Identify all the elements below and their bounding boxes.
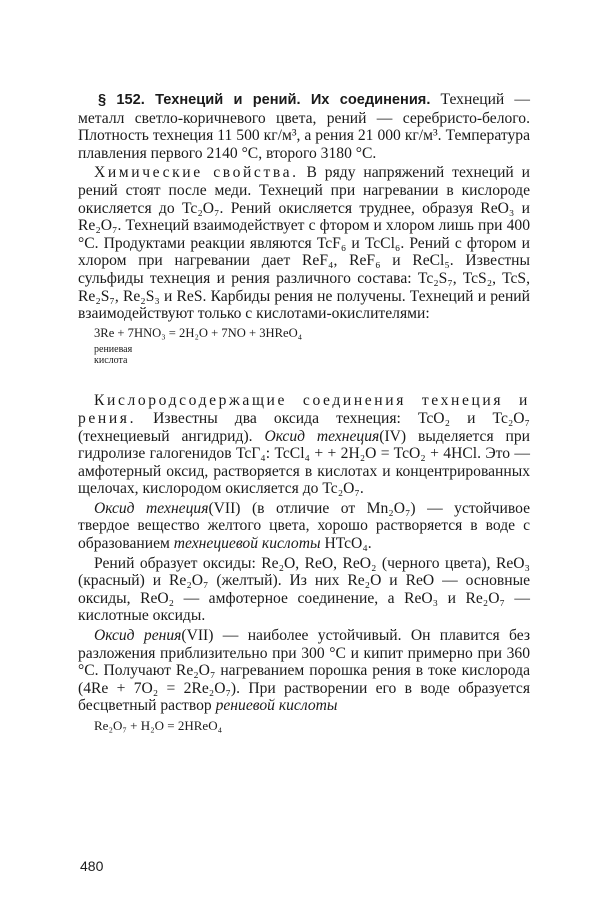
oxygen-compounds-text-2: (IV) выделяется при гидролизе галогенидов TcГ₄: TcCl₄ + + 2H₂O = TcO₂ + 4HCl. Это — амфотерный оксид, растворяется в кислотах и концентрированных щелочах, кислородом окисляется до Tc₂O₇. [78, 427, 531, 498]
oxygen-compounds-text-1: Известны два оксида технеция: TcO₂ и Tc₂O₇ (технециевый ангидрид). [78, 409, 530, 445]
term-technetium-oxide-vii: Оксид технеция [94, 499, 209, 517]
rhenium-oxides-paragraph: Рений образует оксиды: Re₂O, ReO, ReO₂ (черного цвета), ReO₃ (красный) и Re₂O₇ (желтый). Из них Re₂O и ReO — основные оксиды, ReO₂ — амфотерное соединение, а ReO₃ и Re₂O₇ — кислотные оксиды. [78, 554, 530, 625]
rhenium-oxide-vii-text: (VII) — наиболее устойчивый. Он плавится без разложения приблизительно при 300 °C и кипит примерно при 360 °C. Получают Re₂O₇ нагреванием порошка рения в токе кислорода (4Re + 7O₂ = 2Re₂O₇). При растворении его в воде образуется бесцветный раствор [78, 627, 530, 715]
section-heading: § 152. Технеций и рений. Их соединения. [98, 92, 431, 108]
annotation-line-2: кислота [94, 355, 128, 367]
oxygen-compounds-lead: Кислородсодержащие соединения технеция и рения. [78, 392, 530, 427]
chemical-properties-paragraph [78, 164, 530, 322]
equation-annotation [78, 344, 530, 366]
term-perrhenic-acid: рениевой кислоты [215, 697, 338, 715]
technetium-oxide-vii-text-1: (VII) (в отличие от Mn₂O₇) — устойчивое твердое вещество желтого цвета, хорошо растворяется в воде с образованием [78, 499, 530, 553]
technetium-oxide-vii-paragraph [78, 500, 530, 553]
equation-perrhenic-acid: Re₂O₇ + H₂O = 2HReO₄ [94, 718, 223, 733]
term-technetium-oxide-iv: Оксид технеция [264, 427, 380, 445]
technetium-oxide-vii-text-2: HTcO₄. [324, 535, 372, 553]
equation-nitric-acid: 3Re + 7HNO₃ = 2H₂O + 7NO + 3HReO₄ [94, 325, 303, 340]
rhenium-oxide-vii-paragraph [78, 627, 530, 715]
section-intro: Технеций — металл светло-коричневого цвета, рений — серебристо-белого. Плотность технеция 11 500 кг/м³, а рения 21 000 кг/м³. Температура плавления первого 2140 °C, второго 3180 °C. [78, 91, 530, 162]
term-pertechnetic-acid: технециевой кислоты [173, 535, 321, 553]
page-number: 480 [80, 858, 104, 874]
term-rhenium-oxide-vii: Оксид рения [94, 627, 182, 645]
chemical-properties-lead: Химические свойства. [94, 164, 299, 182]
page-body [78, 91, 530, 735]
chemical-properties-text: В ряду напряжений технеций и рений стоят после меди. Технеций при нагревании в кислороде окисляется до Tc₂O₇. Рений окисляется труднее, образуя ReO₃ и Re₂O₇. Технеций взаимодействует с фтором и хлором лишь при 400 °C. Продуктами реакции являются TcF₆ и TcCl₆. Рений с фтором и хлором при нагревании дает ReF₄, ReF₆ и ReCl₅. Известны сульфиды технеция и рения различного состава: Tc₂S₇, TcS₂, TcS, Re₂S₇, Re₂S₃ и ReS. Карбиды рения не получены. Технеций и рений взаимодействуют только с кислотами-окислителями: [78, 164, 530, 323]
section-paragraph [78, 91, 530, 162]
oxygen-compounds-paragraph [78, 392, 530, 498]
annotation-line-1: рениевая [94, 344, 133, 356]
